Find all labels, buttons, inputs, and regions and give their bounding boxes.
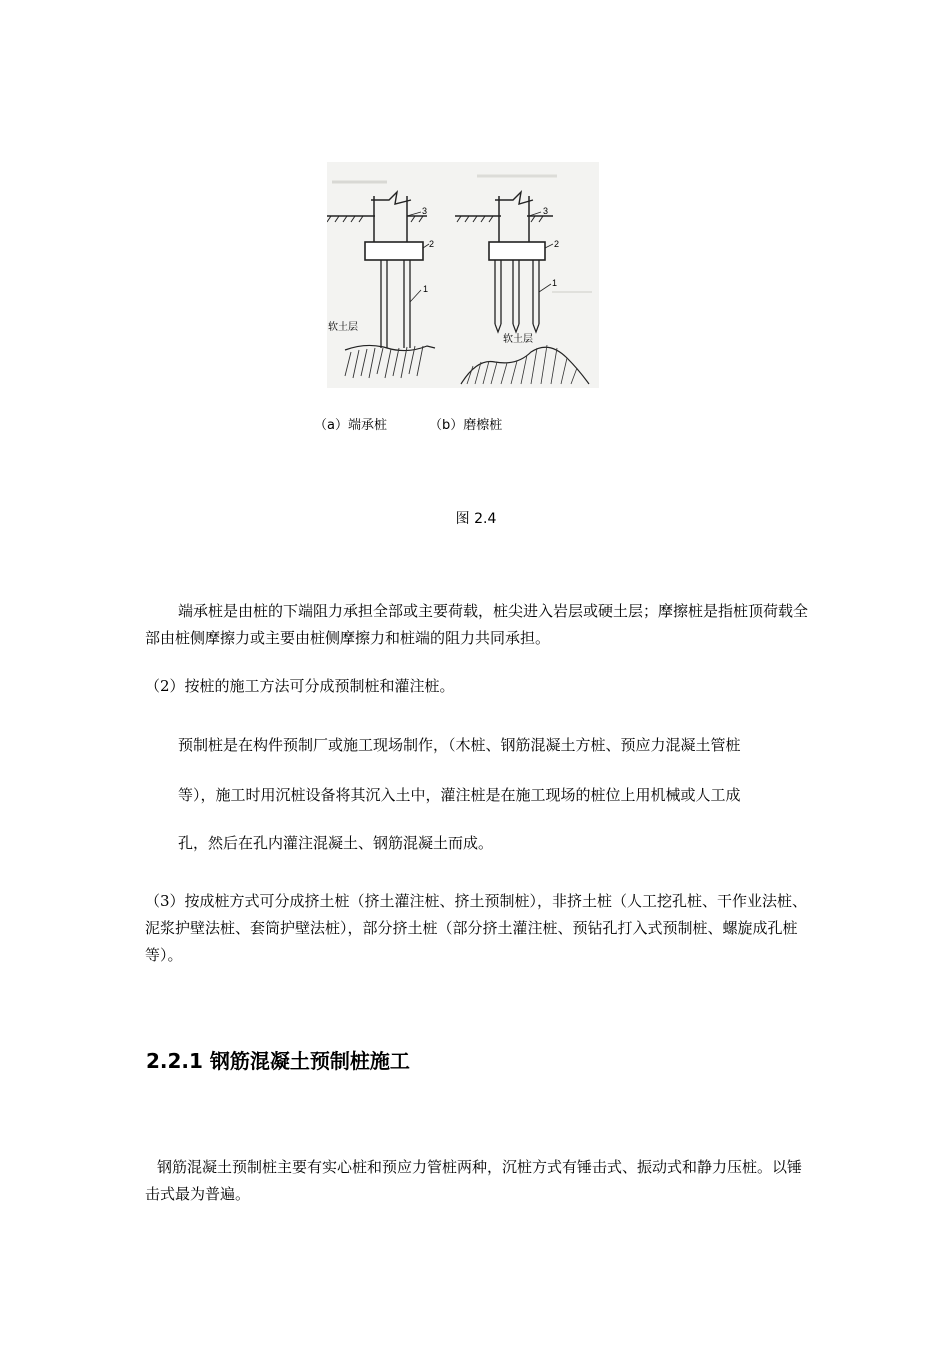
paragraph-pile-forming-method: （3）按成桩方式可分成挤土桩（挤土灌注桩、挤土预制桩），非挤土桩（人工挖孔桩、干作业法桩、泥浆护壁法桩、套筒护壁法桩），部分挤土桩（部分挤土灌注桩、预钻孔打入式预制桩、螺旋成孔桩等）。	[145, 892, 808, 964]
paragraph-pile-definitions: 端承桩是由桩的下端阻力承担全部或主要荷载，桩尖进入岩层或硬土层；摩擦桩是指桩顶荷载全部由桩侧摩擦力或主要由桩侧摩擦力和桩端的阻力共同承担。	[145, 602, 809, 647]
label-2-a: 2	[429, 239, 435, 249]
paragraph-precast-line-2: 等），施工时用沉桩设备将其沉入土中，灌注桩是在施工现场的桩位上用机械或人工成	[178, 786, 741, 804]
label-1-b: 1	[552, 278, 558, 288]
label-1-a: 1	[423, 284, 429, 294]
label-3-b: 3	[543, 206, 549, 216]
paragraph-precast-types: 钢筋混凝土预制桩主要有实心桩和预应力管桩两种，沉桩方式有锤击式、振动式和静力压桩。以锤击式最为普遍。	[145, 1158, 803, 1203]
label-3-a: 3	[422, 206, 428, 216]
caption-friction: （b）磨檫桩	[428, 418, 503, 433]
section-number: 2.2.1	[146, 1049, 203, 1073]
paragraph-precast-line-1: 预制桩是在构件预制厂或施工现场制作，（木桩、钢筋混凝土方桩、预应力混凝土管桩	[178, 736, 741, 754]
paragraph-precast-line-3: 孔，然后在孔内灌注混凝土、钢筋混凝土而成。	[178, 834, 494, 852]
soft-soil-label-b: 软土层	[503, 334, 533, 345]
caption-end-bearing: （a）端承桩	[314, 418, 387, 433]
pile-diagram-figure	[327, 162, 599, 388]
figure-number: 图 2.4	[455, 511, 497, 527]
pile-diagram-illustration	[327, 162, 599, 388]
soft-soil-label-a: 软土层	[328, 322, 358, 333]
paragraph-construction-method: （2）按桩的施工方法可分成预制桩和灌注桩。	[145, 677, 455, 695]
section-heading	[146, 1045, 410, 1074]
figure-subcaptions	[314, 414, 502, 433]
label-2-b: 2	[554, 239, 560, 249]
section-title: 钢筋混凝土预制桩施工	[209, 1049, 410, 1073]
